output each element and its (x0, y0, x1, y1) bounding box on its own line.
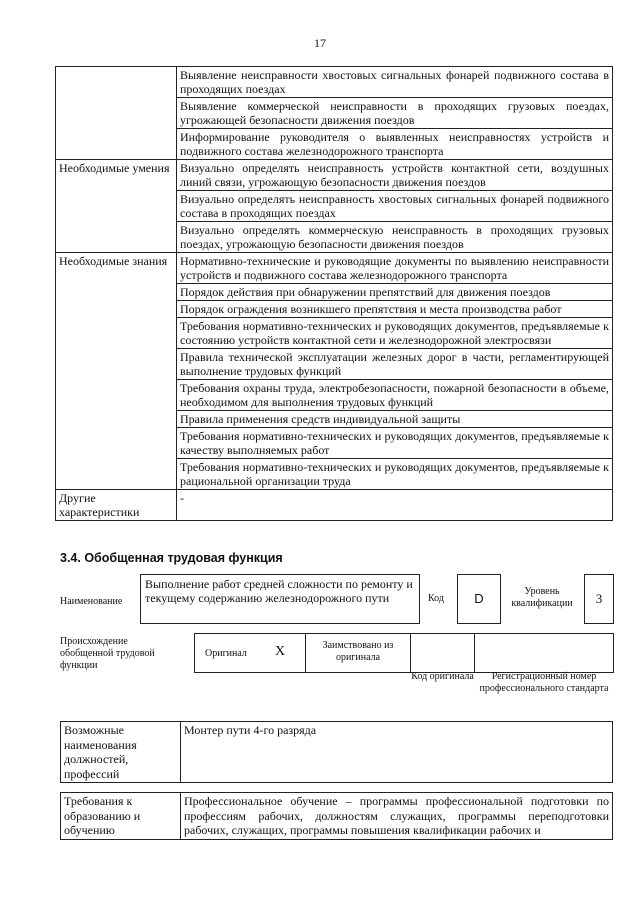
row-item: Информирование руководителя о выявленных неисправностях устройств и подвижного состава железнодорожного транспорта (177, 129, 613, 160)
row-item: Правила применения средств индивидуальной защиты (177, 411, 613, 428)
row-item: Требования нормативно-технических и руководящих документов, предъявляемые к состоянию устройств контактной сети и железнодорожной электросвязи (177, 318, 613, 349)
original-label: Оригинал (205, 648, 247, 659)
row-item: Выявление неисправности хвостовых сигнальных фонарей подвижного состава в проходящих поездах (177, 67, 613, 98)
row-label (56, 67, 177, 160)
row-item: Правила технической эксплуатации железных дорог в части, регламентирующей выполнение трудовых функций (177, 349, 613, 380)
row-item: Нормативно-технические и руководящие документы по выявлению неисправности устройств и подвижного состава железнодорожного транспорта (177, 253, 613, 284)
row-item: Визуально определять неисправность устройств контактной сети, воздушных линий связи, угрожающую безопасности движения поездов (177, 160, 613, 191)
table-row (56, 160, 613, 191)
row-item: Визуально определять коммерческую неисправность в проходящих грузовых поездах, угрожающую безопасности движения поездов (177, 222, 613, 253)
origin-code-caption: Код оригинала (411, 671, 474, 682)
row-item: Требования охраны труда, электробезопасности, пожарной безопасности в объеме, необходимом для выполнения трудовых функций (177, 380, 613, 411)
name-label: Наименование (60, 596, 123, 607)
origin-label: Происхождение обобщенной трудовой функции (60, 636, 155, 671)
level-label: Уровень квалификации (511, 586, 573, 609)
original-mark: X (275, 644, 286, 659)
reg-number-cell (474, 633, 614, 673)
row-item: Визуально определять неисправность хвостовых сигнальных фонарей подвижного состава в проходящих поездах (177, 191, 613, 222)
education-table (60, 792, 613, 840)
positions-table (60, 721, 613, 783)
row-label: Необходимые знания (56, 253, 177, 490)
positions-label: Возможные наименования должностей, профессий (61, 722, 181, 783)
row-item: Порядок ограждения возникшего препятствия и места производства работ (177, 301, 613, 318)
row-item: Требования нормативно-технических и руководящих документов, предъявляемые к качеству выполняемых работ (177, 428, 613, 459)
reg-number-caption: Регистрационный номер профессионального стандарта (479, 671, 609, 694)
page-number: 17 (314, 36, 326, 50)
row-item: Выявление коммерческой неисправности в проходящих грузовых поездах, угрожающей безопасности движения поездов (177, 98, 613, 129)
code-label: Код (428, 593, 444, 604)
code-value: D (457, 574, 501, 624)
level-value: 3 (584, 574, 614, 624)
origin-code-cell (410, 633, 475, 673)
row-label: Необходимые умения (56, 160, 177, 253)
borrowed-label: Заимствовано из оригинала (305, 633, 411, 673)
original-cell (194, 633, 306, 673)
table-row (56, 253, 613, 284)
row-label: Другие характеристики (56, 490, 177, 521)
positions-value: Монтер пути 4-го разряда (181, 722, 613, 783)
skills-table (55, 66, 613, 521)
table-row (56, 67, 613, 98)
row-item: Требования нормативно-технических и руководящих документов, предъявляемые к рациональной организации труда (177, 459, 613, 490)
name-value: Выполнение работ средней сложности по ремонту и текущему содержанию железнодорожного пути (140, 574, 420, 624)
section-title: 3.4. Обобщенная трудовая функция (60, 551, 283, 565)
row-item: Порядок действия при обнаружении препятствий для движения поездов (177, 284, 613, 301)
education-label: Требования к образованию и обучению (61, 793, 181, 840)
education-value: Профессиональное обучение – программы профессиональной подготовки по профессиям рабочих, должностям служащих, программы переподготовки рабочих, служащих, программы повышения квалификации рабочих и (181, 793, 613, 840)
row-item: - (177, 490, 613, 521)
table-row (56, 490, 613, 521)
